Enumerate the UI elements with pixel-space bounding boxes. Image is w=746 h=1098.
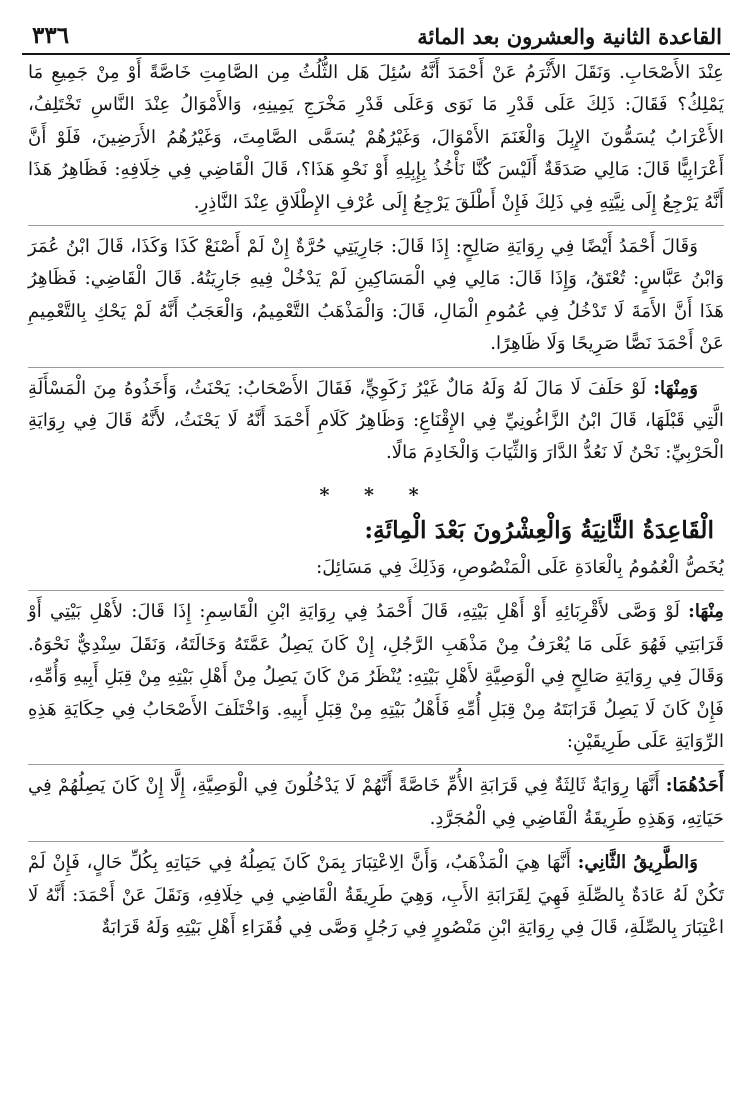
paragraph-divider <box>28 367 724 368</box>
section-paragraph-1-lead: مِنْهَا: <box>688 601 724 623</box>
page-number: ٣٣٦ <box>32 22 70 49</box>
section-paragraph-3-lead: وَالطَّرِيقُ الثَّانِي: <box>577 852 698 874</box>
paragraph-1-text: عِنْدَ الأَصْحَابِ. وَنَقَلَ الأَثْرَمُ عَنْ أَحْمَدَ أَنَّهُ سُئِلَ هَل الثُّلُثُ مِن الصَّامِتِ خَاصَّةً أَوْ مِنْ جَمِيعِ مَا يَمْلِكُ؟ فَقَالَ: ذَلِكَ عَلَى قَدْرِ مَا نَوَى وَعَلَى قَدْرِ مَخْرَجِ يَمِينِهِ، وَالأَمْوَالُ عِنْدَ النَّاسِ تَخْتَلِفُ، الأَعْرَابُ يُسَمُّونَ الإِبِلَ وَالْغَنَمَ الأَمْوَالَ، وَغَيْرُهُمْ يُسَمَّى الصَّامِتَ، وَغَيْرُهُمُ الأَرَضِينَ، فَلَوْ أَنَّ أَعْرَابِيًّا قَالَ: مَالِي صَدَقَةٌ أَلَيْسَ كُنَّا نَأْخُذُ بِإِبِلِهِ أَوْ نَحْوِ هَذَا؟، قَالَ الْقَاضِي فِي خِلَافِهِ: فَظَاهِرُ هَذَا أَنَّهُ يَرْجِعُ إِلَى نِيَّتِهِ فِي ذَلِكَ فَإِنْ أَطْلَقَ يَرْجِعُ إِلَى عُرْفِ الإِطْلَاقِ عِنْدَ النَّاذِرِ. <box>28 62 724 213</box>
paragraph-divider <box>28 225 724 226</box>
paragraph-1 <box>28 57 724 219</box>
running-header <box>22 14 730 55</box>
paragraph-2 <box>28 231 724 361</box>
section-paragraph-1-text: لَوْ وَصَّى لأَقْرِبَائِهِ أَوْ أَهْلِ بَيْتِهِ، قَالَ أَحْمَدُ فِي رِوَايَةِ ابْنِ الْقَاسِمِ: إِذَا قَالَ: لأَهْلِ بَيْتِي أَوْ قَرَابَتِي فَهُوَ عَلَى مَا يُعْرَفُ مِنْ مَذْهَبِ الرَّجُلِ، إِنْ كَانَ يَصِلُ عَمَّتَهُ وَخَالَتَهُ، وَنَقَلَ سِنْدِيٌّ نَحْوَهُ. وَقَالَ فِي رِوَايَةِ صَالِحٍ فِي الْوَصِيَّةِ لأَهْلِ بَيْتِهِ: يُنْظَرُ مَنْ كَانَ يَصِلُ مِنْ أَهْلِ بَيْتِهِ مِنْ قِبَلِ أَبِيهِ وَأُمِّهِ، فَإِنْ كَانَ لَا يَصِلُ قَرَابَتَهُ مِنْ قِبَلِ أُمِّهِ فَأَهْلُ بَيْتِهِ مِنْ قِبَلِ أَبِيهِ. وَاخْتَلَفَ الأَصْحَابُ فِي حِكَايَةِ هَذِهِ الرِّوَايَةِ عَلَى طَرِيقَيْنِ: <box>28 601 724 752</box>
section-paragraph-1 <box>28 596 724 758</box>
section-paragraph-3 <box>28 847 724 944</box>
paragraph-divider <box>28 590 724 591</box>
paragraph-2-text: وَقَالَ أَحْمَدُ أَيْضًا فِي رِوَايَةِ صَالِحٍ: إِذَا قَالَ: جَارِيَتِي حُرَّةٌ إِنْ لَمْ أَصْنَعْ كَذَا وَكَذَا، قَالَ ابْنُ عُمَرَ وَابْنُ عَبَّاسٍ: تُعْتَقُ، وَإِذَا قَالَ: مَالِي فِي الْمَسَاكِينِ لَمْ يَدْخُلْ فِيهِ جَارِيَتُهُ. قَالَ الْقَاضِي: فَظَاهِرُ هَذَا أَنَّ الأَمَةَ لَا تَدْخُلُ فِي عُمُومِ الْمَالِ، قَالَ: وَالْمَذْهَبُ التَّعْمِيمُ، وَالْعَجَبُ أَنَّهُ لَمْ يَحْكِ بِالتَّعْمِيمِ عَنْ أَحْمَدَ نَصًّا صَرِيحًا وَلَا ظَاهِرًا. <box>28 236 724 355</box>
paragraph-3-lead: وَمِنْهَا: <box>653 377 698 399</box>
paragraph-divider <box>28 764 724 765</box>
section-intro: يُخَصُّ الْعُمُومُ بِالْعَادَةِ عَلَى الْمَنْصُوصِ، وَذَلِكَ فِي مَسَائِلَ: <box>316 556 724 578</box>
section-paragraph-3-text: أَنَّهَا هِيَ الْمَذْهَبُ، وَأَنَّ الِاعْتِبَارَ بِمَنْ كَانَ يَصِلُهُ فِي حَيَاتِهِ بِكُلِّ حَالٍ، فَإِنْ لَمْ تَكُنْ لَهُ عَادَةٌ بِالصِّلَةِ فَهِيَ لِقَرَابَةِ الأَبِ، وَهِيَ طَرِيقَةُ الْقَاضِي فِي خِلَافِهِ، وَنَقَلَ عَنْ أَحْمَدَ: أَنَّهُ لَا اعْتِبَارَ بِالصِّلَةِ، قَالَ فِي رِوَايَةِ ابْنِ مَنْصُورٍ فِي رَجُلٍ وَصَّى فِي فُقَرَاءِ أَهْلِ بَيْتِهِ وَلَهُ قَرَابَةٌ <box>28 852 724 938</box>
paragraph-3-text: لَوْ حَلَفَ لَا مَالَ لَهُ وَلَهُ مَالٌ غَيْرُ زَكَوِيٍّ، فَقَالَ الأَصْحَابُ: يَحْنَثُ، وَأَخَذُوهُ مِنَ الْمَسْأَلَةِ الَّتِي قَبْلَهَا، قَالَ ابْنُ الزَّاغُونِيِّ فِي الإِقْنَاعِ: وَظَاهِرُ كَلَامِ أَحْمَدَ أَنَّهُ لَا يَحْنَثُ، لأَنَّهُ قَالَ فِي رِوَايَةِ الْحَرْبِيِّ: نَحْنُ لَا نَعُدُّ الدَّارَ وَالثِّيَابَ وَالْخَادِمَ مَالًا. <box>28 377 724 464</box>
section-paragraph-2 <box>28 770 724 835</box>
section-heading: الْقَاعِدَةُ الثَّانِيَةُ وَالْعِشْرُونَ بَعْدَ الْمِائَةِ: <box>364 515 714 544</box>
section-paragraph-2-lead: أَحَدُهُمَا: <box>665 775 724 797</box>
paragraph-divider <box>28 841 724 842</box>
section-separator: * * * <box>319 483 433 506</box>
running-title: القاعدة الثانية والعشرون بعد المائة <box>417 24 722 49</box>
paragraph-3 <box>28 373 724 470</box>
section-paragraph-2-text: أَنَّهَا رِوَايَةٌ ثَالِثَةٌ فِي قَرَابَةِ الأُمِّ خَاصَّةً أَنَّهُمْ لَا يَدْخُلُونَ فِي الْوَصِيَّةِ، إِلَّا إِنْ كَانَ يَصِلُهُمْ فِي حَيَاتِهِ، وَهَذِهِ طَرِيقَةُ الْقَاضِي فِي الْمُجَرَّدِ. <box>28 775 724 829</box>
page-body <box>22 55 730 944</box>
